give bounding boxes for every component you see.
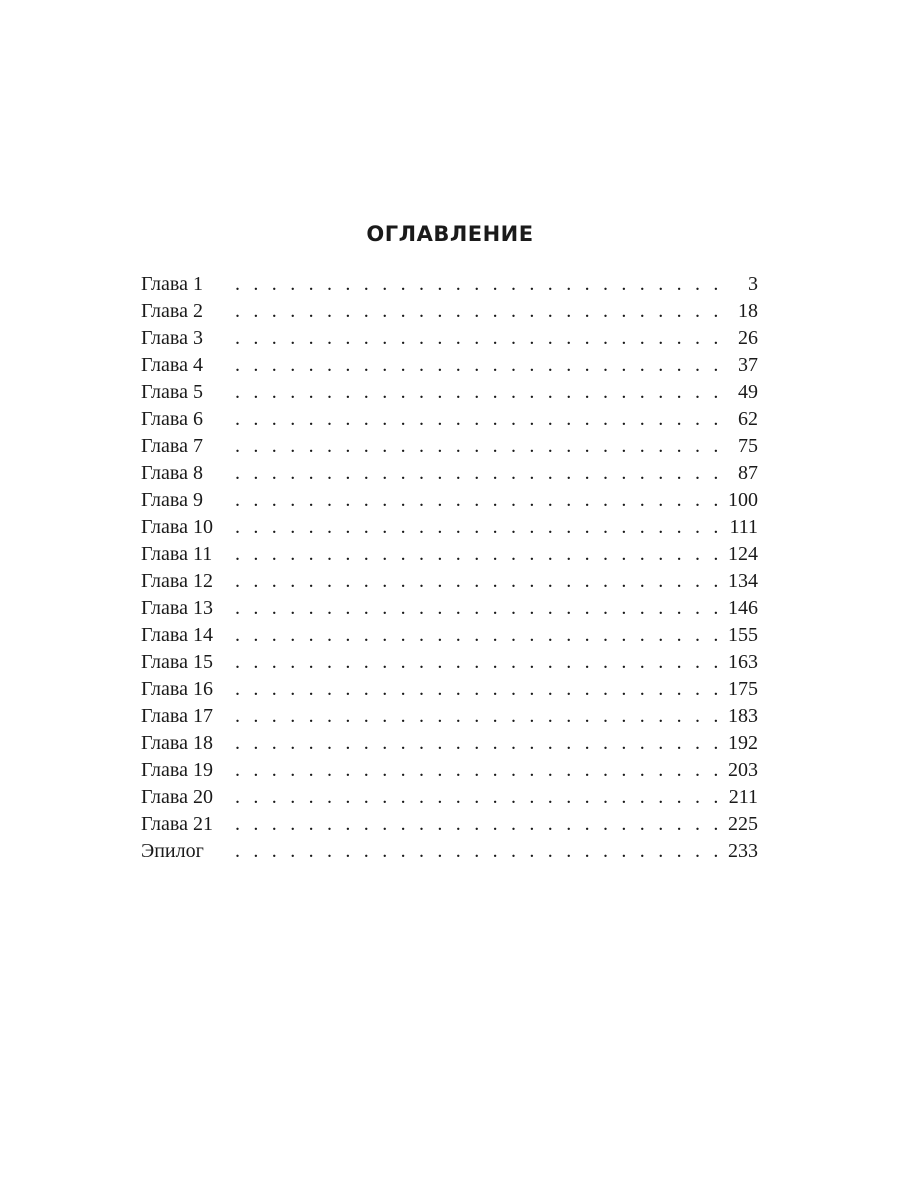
toc-entry-page-number: 49	[738, 381, 758, 403]
toc-entry[interactable]	[141, 757, 758, 784]
toc-entry-page-number: 134	[728, 570, 758, 592]
toc-entry-label: Глава 13	[141, 597, 213, 619]
toc-dot-leader	[235, 325, 732, 352]
toc-entry-page-number: 183	[728, 705, 758, 727]
toc-entry[interactable]	[141, 541, 758, 568]
toc-title: ОГЛАВЛЕНИЕ	[366, 222, 534, 246]
toc-entry-page-number: 37	[738, 354, 758, 376]
toc-entry-page-number: 87	[738, 462, 758, 484]
toc-entry[interactable]	[141, 595, 758, 622]
toc-entry-page-number: 155	[728, 624, 758, 646]
toc-entry[interactable]	[141, 460, 758, 487]
toc-entry-page-number: 163	[728, 651, 758, 673]
toc-entry[interactable]	[141, 271, 758, 298]
toc-entry-label: Глава 4	[141, 354, 203, 376]
toc-dot-leader	[235, 838, 724, 865]
toc-dot-leader	[235, 514, 725, 541]
toc-dot-leader	[235, 676, 724, 703]
toc-entry-page-number: 62	[738, 408, 758, 430]
toc-entry[interactable]	[141, 298, 758, 325]
toc-entry-page-number: 75	[738, 435, 758, 457]
toc-entry[interactable]	[141, 433, 758, 460]
toc-entry-label: Глава 16	[141, 678, 213, 700]
toc-entry[interactable]	[141, 487, 758, 514]
toc-entry-page-number: 203	[728, 759, 758, 781]
toc-entry-label: Глава 18	[141, 732, 213, 754]
toc-entry-label: Глава 10	[141, 516, 213, 538]
toc-entry-page-number: 192	[728, 732, 758, 754]
toc-entry-page-number: 18	[738, 300, 758, 322]
toc-entry[interactable]	[141, 703, 758, 730]
toc-entry-label: Глава 11	[141, 543, 213, 565]
toc-entry-label: Эпилог	[141, 840, 204, 862]
toc-entry-page-number: 100	[728, 489, 758, 511]
toc-dot-leader	[235, 298, 732, 325]
toc-dot-leader	[235, 568, 724, 595]
toc-entry-page-number: 233	[728, 840, 758, 862]
toc-dot-leader	[235, 811, 724, 838]
toc-entry-label: Глава 3	[141, 327, 203, 349]
toc-entry-label: Глава 7	[141, 435, 203, 457]
toc-dot-leader	[235, 487, 724, 514]
toc-entry[interactable]	[141, 514, 758, 541]
toc-entry[interactable]	[141, 784, 758, 811]
toc-entry-label: Глава 6	[141, 408, 203, 430]
toc-entry-page-number: 225	[728, 813, 758, 835]
toc-entry-label: Глава 2	[141, 300, 203, 322]
toc-entry-label: Глава 17	[141, 705, 213, 727]
toc-entry-label: Глава 19	[141, 759, 213, 781]
toc-dot-leader	[235, 784, 725, 811]
toc-entry-label: Глава 21	[141, 813, 213, 835]
toc-entry-page-number: 3	[748, 273, 758, 295]
toc-dot-leader	[235, 271, 732, 298]
toc-entry[interactable]	[141, 325, 758, 352]
toc-list	[141, 271, 758, 865]
toc-entry[interactable]	[141, 676, 758, 703]
toc-dot-leader	[235, 379, 732, 406]
toc-dot-leader	[235, 649, 724, 676]
toc-entry[interactable]	[141, 838, 758, 865]
toc-entry-page-number: 111	[729, 516, 758, 538]
toc-entry[interactable]	[141, 379, 758, 406]
toc-dot-leader	[235, 352, 732, 379]
toc-entry-label: Глава 5	[141, 381, 203, 403]
toc-entry-label: Глава 12	[141, 570, 213, 592]
toc-entry-page-number: 124	[728, 543, 758, 565]
toc-entry-page-number: 146	[728, 597, 758, 619]
toc-dot-leader	[235, 595, 724, 622]
toc-entry-page-number: 211	[728, 786, 758, 808]
toc-dot-leader	[235, 703, 724, 730]
toc-dot-leader	[235, 730, 724, 757]
toc-entry[interactable]	[141, 730, 758, 757]
toc-entry-label: Глава 1	[141, 273, 203, 295]
toc-entry-label: Глава 20	[141, 786, 213, 808]
toc-entry[interactable]	[141, 352, 758, 379]
toc-entry-label: Глава 15	[141, 651, 213, 673]
toc-dot-leader	[235, 622, 724, 649]
toc-entry[interactable]	[141, 622, 758, 649]
toc-dot-leader	[235, 433, 732, 460]
toc-dot-leader	[235, 406, 732, 433]
toc-entry-page-number: 175	[728, 678, 758, 700]
toc-entry-label: Глава 14	[141, 624, 213, 646]
toc-entry-label: Глава 9	[141, 489, 203, 511]
toc-dot-leader	[235, 541, 724, 568]
toc-entry[interactable]	[141, 649, 758, 676]
toc-dot-leader	[235, 460, 732, 487]
toc-entry-page-number: 26	[738, 327, 758, 349]
toc-entry[interactable]	[141, 811, 758, 838]
toc-dot-leader	[235, 757, 724, 784]
toc-entry-label: Глава 8	[141, 462, 203, 484]
toc-entry[interactable]	[141, 406, 758, 433]
toc-entry[interactable]	[141, 568, 758, 595]
